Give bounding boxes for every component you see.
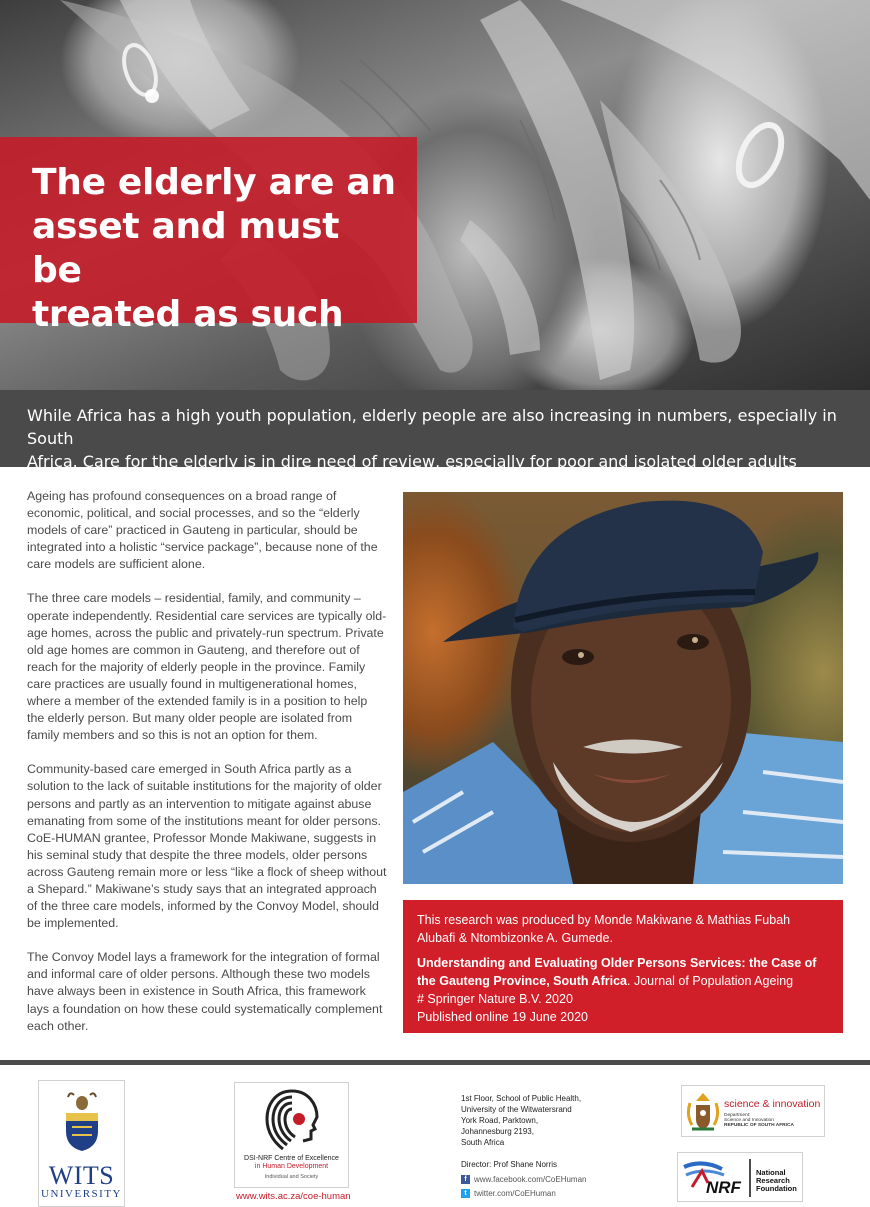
intro-line: Africa. Care for the elderly is in dire need of review, especially for poor and isolated older adults (27, 452, 797, 471)
intro-line: While Africa has a high youth population, elderly people are also increasing in numbers, especially in South (27, 406, 837, 448)
nrf-name-line: National (756, 1168, 786, 1177)
coe-website-link[interactable]: www.wits.ac.za/coe-human (236, 1191, 351, 1202)
elderly-man-photo-icon (403, 492, 843, 884)
coe-subtitle: in Human Development (254, 1163, 329, 1170)
headline-line: The elderly are an (32, 162, 396, 203)
paragraph: Ageing has profound consequences on a broad range of economic, political, and social processes, and so the “elderly models of care” practiced in Gauteng in particular, should be integrated into a holistic “service package”, because none of the care models are sufficient alone. (27, 489, 378, 572)
paragraph: The three care models – residential, family, and community – operate independently. Residential care services are typically old-age homes, across the public and privately-run spectrum. Private old age homes are common in Gauteng, and therefore out of reach for the majority of elderly people in the province. Family care practices are usually found in multigenerational homes, where a member of the extended family is in a position to help the elderly person. But many older people are isolated from family members and so this is not an option for them. (27, 591, 387, 743)
facebook-url: www.facebook.com/CoEHuman (474, 1175, 587, 1184)
hero-image (0, 0, 870, 390)
nrf-name-line: Research (756, 1176, 790, 1185)
wits-crest-icon (62, 1091, 102, 1153)
nrf-name-line: Foundation (756, 1184, 797, 1193)
facebook-link[interactable] (461, 1175, 587, 1184)
publication-date: Published online 19 June 2020 (417, 1010, 588, 1024)
dsi-line: Science and Innovation (724, 1118, 774, 1123)
headline-line: asset and must be (32, 206, 340, 291)
twitter-icon: t (461, 1189, 470, 1198)
dsi-wordmark: science & innovation (724, 1098, 821, 1110)
headline-line: treated as such (32, 294, 344, 335)
coe-tagline: Individual and Society (264, 1174, 319, 1180)
nrf-logo (677, 1152, 803, 1202)
facebook-icon: f (461, 1175, 470, 1184)
paragraph: Community-based care emerged in South Africa partly as a solution to the lack of suitable institutions for the majority of older persons and partly as an intervention to mitigate against abuse emanating from some of the institutions meant for older persons. CoE-HUMAN grantee, Professor Monde Makiwane, suggests in his seminal study that despite the three models, older persons across Gauteng remain more or less “like a flock of sheep without a Shepard.” Makiwane’s study says that an integrated approach of the three care models, informed by the Convoy Model, should be implemented. (27, 762, 387, 931)
coe-human-logo (234, 1082, 349, 1188)
dsi-line: REPUBLIC OF SOUTH AFRICA (724, 1123, 794, 1128)
director-name: Director: Prof Shane Norris (461, 1160, 558, 1169)
coat-of-arms-icon (686, 1091, 720, 1133)
portrait-photo (403, 492, 843, 884)
footer-divider (0, 1060, 870, 1065)
wits-wordmark: WITS (48, 1161, 115, 1190)
paragraph: The Convoy Model lays a framework for the integration of formal and informal care of older persons. Although these two models have always been in existence in South Africa, this framework lays a foundation on how these could systematically complement each other. (27, 950, 383, 1033)
publisher: # Springer Nature B.V. 2020 (417, 992, 573, 1006)
address-line: South Africa (461, 1138, 505, 1147)
headline-box (0, 137, 417, 335)
study-title: Understanding and Evaluating Older Persons Services: the Case of the Gauteng Province, South Africa (417, 956, 817, 988)
headline (32, 161, 397, 337)
dsi-logo (681, 1085, 825, 1137)
address-line: 1st Floor, School of Public Health, (461, 1094, 582, 1103)
twitter-link[interactable] (461, 1189, 556, 1198)
twitter-url: twitter.com/CoEHuman (474, 1189, 556, 1198)
wits-subtitle: UNIVERSITY (41, 1188, 122, 1200)
address-line: Johannesburg 2193, (461, 1127, 534, 1136)
postal-address (461, 1093, 581, 1148)
article-body (27, 488, 387, 1052)
nrf-mark-icon (682, 1157, 752, 1199)
address-line: University of the Witwatersrand (461, 1105, 572, 1114)
fingerprint-head-icon (263, 1087, 321, 1153)
intro-text (27, 404, 850, 473)
intro-band (0, 390, 870, 471)
citation-reference (417, 954, 831, 990)
nrf-mark-text: NRF (706, 1178, 741, 1197)
dsi-line: Department: (724, 1113, 751, 1118)
nrf-name (756, 1169, 797, 1193)
address-line: York Road, Parktown, (461, 1116, 539, 1125)
citation-box (403, 900, 843, 1033)
journal-name: . Journal of Population Ageing (627, 974, 794, 988)
citation-authors: This research was produced by Monde Makiwane & Mathias Fubah Alubafi & Ntombizonke A. Gumede. (417, 913, 791, 945)
coe-name: DSI-NRF Centre of Excellence (244, 1155, 339, 1162)
wits-logo (38, 1080, 125, 1207)
